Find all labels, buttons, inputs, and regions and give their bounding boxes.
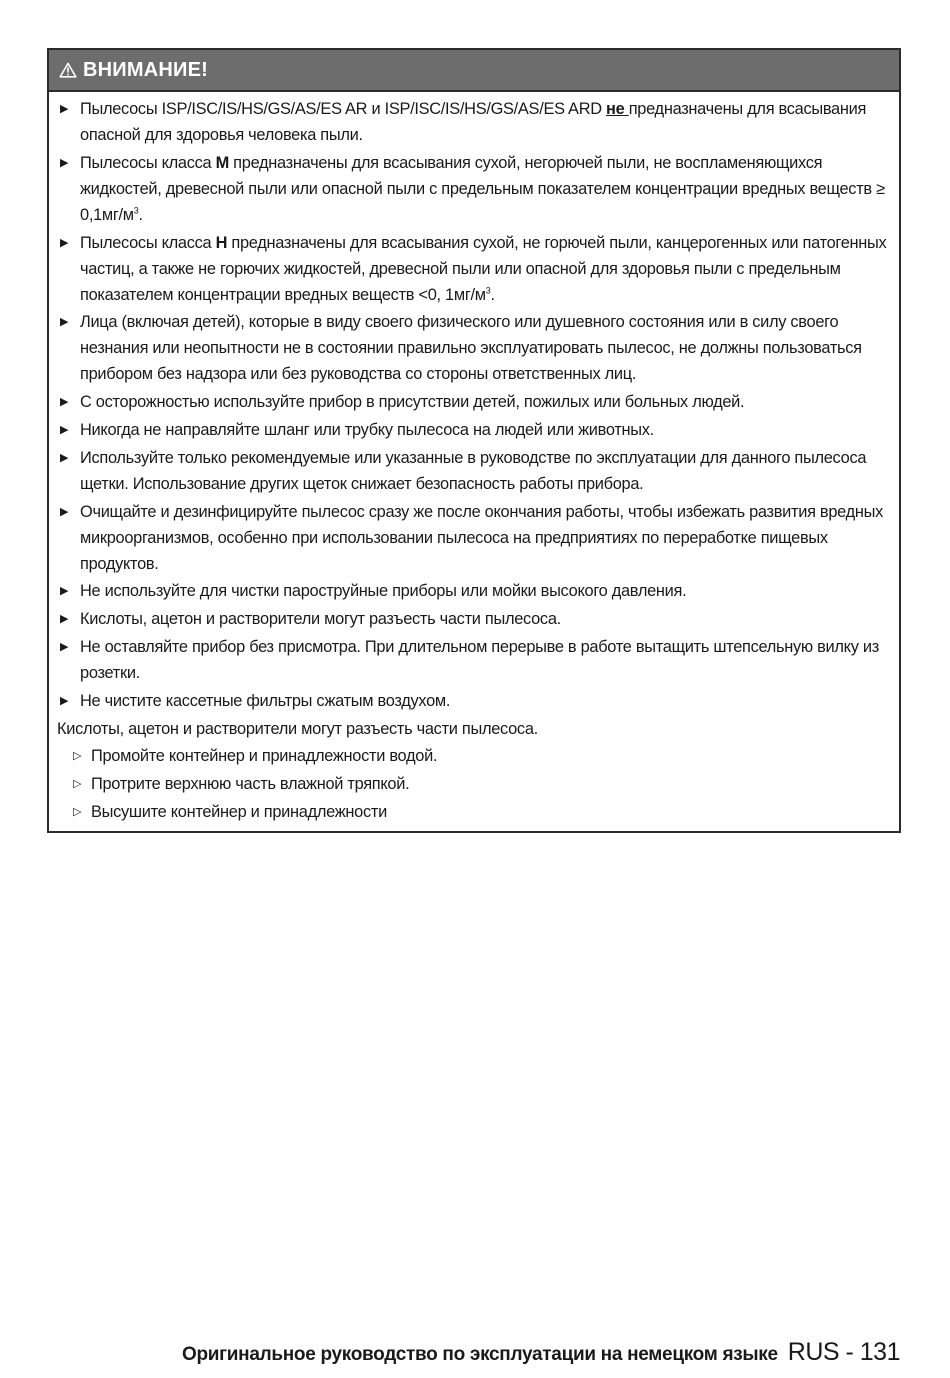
bullet-arrow-icon: ▶ [60,156,69,169]
page-footer [0,1338,900,1367]
bullet-arrow-icon: ▶ [60,505,69,518]
warning-triangle-icon [59,62,77,78]
warning-item: ▶ Используйте только рекомендуемые или указанные в руководстве по эксплуатации для данного пылесоса щетки. Использование других щеток снижает безопасность работы прибора. [57,445,891,497]
bullet-arrow-icon: ▶ [60,103,69,115]
warning-item: ▶ Пылесосы класса M предназначены для всасывания сухой, негорючей пыли, не воспламеняющихся жидкостей, древесной пыли или опасной пыли с предельным показателем концентрации вредных веществ ≥ $0,1мг/м^3$. [57,150,891,228]
bullet-arrow-icon: ▶ [60,694,69,707]
bullet-arrow-icon: ▶ [60,585,69,598]
bullet-arrow-icon: ▶ [60,396,69,409]
warning-header [49,50,899,92]
bullet-arrow-icon: ▶ [60,423,69,436]
bullet-arrow-icon: ▶ [60,451,69,464]
bullet-arrow-icon: ▶ [60,613,69,626]
warning-box [47,48,901,833]
step-arrow-icon: ▷ [73,750,82,763]
class-h-label: H [215,233,228,252]
warning-item: ▶ Не оставляйте прибор без присмотра. При длительном перерыве в работе вытащить штепсельную вилку из розетки. [57,634,891,686]
class-m-label: M [215,153,229,172]
warning-item: ▶ Никогда не направляйте шланг или трубку пылесоса на людей или животных. [57,417,891,443]
bullet-arrow-icon: ▶ [60,236,69,249]
warning-title: ВНИМАНИЕ! [83,58,208,81]
bullet-arrow-icon: ▶ [60,640,69,653]
step-arrow-icon: ▷ [73,805,82,818]
page-number: RUS - 131 [787,1338,900,1366]
warning-item: ▶ Лица (включая детей), которые в виду своего физического или душевного состояния или в силу своего незнания или неопытности не в состоянии правильно эксплуатировать пылесос, не должны пользоваться прибором без надзора или без руководства со стороны ответственных лиц. [57,309,891,387]
step-item: ▷ Высушите контейнер и принадлежности [57,799,891,825]
step-item: ▷ Протрите верхнюю часть влажной тряпкой. [57,771,891,797]
step-arrow-icon: ▷ [73,778,82,791]
warning-item: ▶ Кислоты, ацетон и растворители могут разъесть части пылесоса. [57,606,891,632]
warning-item: ▶ Не чистите кассетные фильтры сжатым воздухом. [57,688,891,714]
bullet-arrow-icon: ▶ [60,316,69,329]
warning-item: ▶ Пылесосы класса H предназначены для всасывания сухой, не горючей пыли, канцерогенных или патогенных частиц, а также не горючих жидкостей, древесной пыли или опасной для здоровья пыли с предельным показателем концентрации вредных веществ <0, $1мг/м^3$. [57,230,891,308]
warning-item: ▶ Пылесосы ISP/ISC/IS/HS/GS/AS/ES AR и ISP/ISC/IS/HS/GS/AS/ES ARD не предназначены для всасывания опасной для здоровья человека пыли. [57,96,891,148]
warning-item: ▶ Очищайте и дезинфицируйте пылесос сразу же после окончания работы, чтобы избежать развития вредных микроорганизмов, особенно при использовании пылесоса на предприятиях по переработке пищевых продуктов. [57,499,891,577]
warning-item: ▶ С осторожностью используйте прибор в присутствии детей, пожилых или больных людей. [57,389,891,415]
footer-title: Оригинальное руководство по эксплуатации на немецком языке [181,1344,778,1365]
cleaning-note: Кислоты, ацетон и растворители могут разъесть части пылесоса. [57,719,538,738]
warning-item: ▶ Не используйте для чистки пароструйные приборы или мойки высокого давления. [57,578,891,604]
warning-body [49,92,899,831]
emphasis-not: не [606,100,629,118]
step-item: ▷ Промойте контейнер и принадлежности водой. [57,743,891,769]
